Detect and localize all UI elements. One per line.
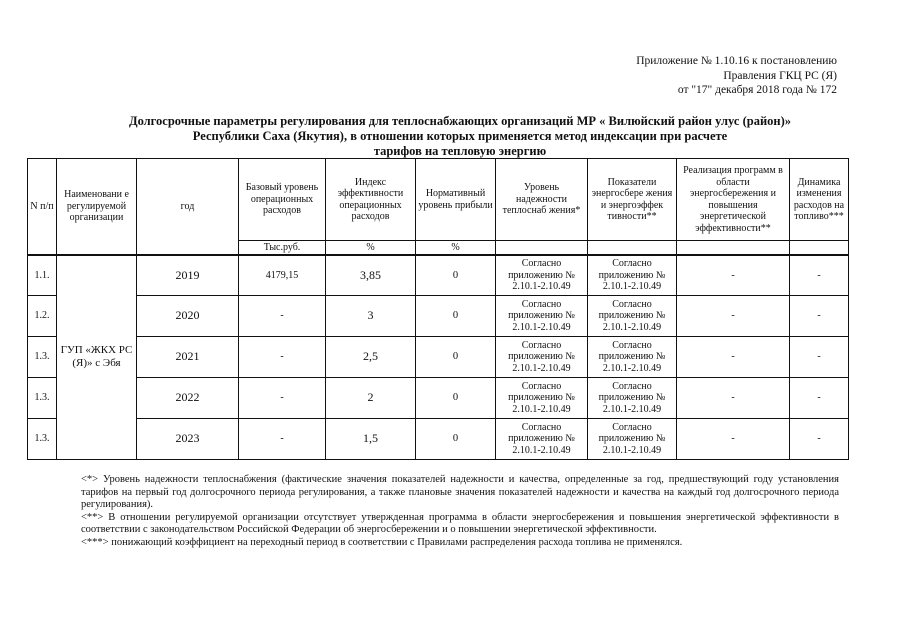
- row-programs: -: [677, 378, 790, 419]
- row-programs: -: [677, 296, 790, 337]
- table-row: [28, 378, 849, 419]
- row-year: 2021: [137, 337, 239, 378]
- title-line-3: тарифов на тепловую энергию: [373, 144, 547, 158]
- header-row: [28, 159, 849, 241]
- footnote-reliability: <*> Уровень надежности теплоснабжения (фактические значения показателей надежности и качества, определенные за год, предшествующий году установления тарифов на первый год долгосрочного периода регулирования, а также плановые значения показателей надежности и качества на каждый год долгосрочного периода регулирования).: [81, 474, 839, 510]
- row-energy: Согласно приложению № 2.10.1-2.10.49: [588, 337, 677, 378]
- col-header-reliability: Уровень надежности теплоснаб жения*: [496, 159, 588, 241]
- row-fuel: -: [790, 378, 849, 419]
- unit-programs: [677, 241, 790, 255]
- appendix-authority: Правления ГКЦ РС (Я): [723, 69, 837, 82]
- unit-profit: %: [416, 241, 496, 255]
- row-index: 2,5: [326, 337, 416, 378]
- row-year: 2020: [137, 296, 239, 337]
- row-base: -: [239, 378, 326, 419]
- footnotes: [81, 474, 839, 549]
- footnote-fuel: <***> понижающий коэффициент на переходный период в соответствии с Правилами распределения расхода топлива не применялся.: [81, 536, 683, 548]
- row-programs: -: [677, 255, 790, 296]
- row-fuel: -: [790, 419, 849, 460]
- table-row: [28, 337, 849, 378]
- col-header-org: Наименовани е регулируемой организации: [57, 159, 137, 255]
- title-line-2: Республики Саха (Якутия), в отношении которых применяется метод индексации при расчете: [192, 129, 728, 143]
- row-index: 3,85: [326, 255, 416, 296]
- row-profit: 0: [416, 296, 496, 337]
- parameters-table: [27, 158, 849, 460]
- row-energy: Согласно приложению № 2.10.1-2.10.49: [588, 255, 677, 296]
- footnote-energy-program: <**> В отношении регулируемой организации отсутствует утвержденная программа в области энергосбережения и повышения энергетической эффективности в соответствии с законодательством Российской Федерации об энергосбережении и о повышении энергетической эффективности.: [81, 511, 839, 535]
- row-num: 1.3.: [28, 419, 57, 460]
- row-num: 1.1.: [28, 255, 57, 296]
- row-num: 1.3.: [28, 337, 57, 378]
- col-header-energy: Показатели энергосбере жения и энергоэффек тивности**: [588, 159, 677, 241]
- row-base: -: [239, 296, 326, 337]
- table-row: [28, 296, 849, 337]
- org-name: ГУП «ЖКХ РС (Я)» с Эбя: [57, 255, 137, 460]
- row-profit: 0: [416, 419, 496, 460]
- row-year: 2022: [137, 378, 239, 419]
- row-reliability: Согласно приложению № 2.10.1-2.10.49: [496, 337, 588, 378]
- row-energy: Согласно приложению № 2.10.1-2.10.49: [588, 419, 677, 460]
- row-base: -: [239, 337, 326, 378]
- row-reliability: Согласно приложению № 2.10.1-2.10.49: [496, 378, 588, 419]
- row-num: 1.3.: [28, 378, 57, 419]
- col-header-fuel: Динамика изменения расходов на топливо***: [790, 159, 849, 241]
- table-row: [28, 419, 849, 460]
- row-index: 1,5: [326, 419, 416, 460]
- row-base: 4179,15: [239, 255, 326, 296]
- row-profit: 0: [416, 337, 496, 378]
- unit-base: Тыс.руб.: [239, 241, 326, 255]
- row-profit: 0: [416, 255, 496, 296]
- row-reliability: Согласно приложению № 2.10.1-2.10.49: [496, 296, 588, 337]
- row-reliability: Согласно приложению № 2.10.1-2.10.49: [496, 419, 588, 460]
- col-header-profit: Нормативный уровень прибыли: [416, 159, 496, 241]
- row-fuel: -: [790, 255, 849, 296]
- col-header-base: Базовый уровень операционных расходов: [239, 159, 326, 241]
- appendix-number: Приложение № 1.10.16 к постановлению: [636, 55, 837, 67]
- row-reliability: Согласно приложению № 2.10.1-2.10.49: [496, 255, 588, 296]
- row-energy: Согласно приложению № 2.10.1-2.10.49: [588, 378, 677, 419]
- unit-fuel: [790, 241, 849, 255]
- col-header-year: год: [137, 159, 239, 255]
- unit-index: %: [326, 241, 416, 255]
- appendix-date: от "17" декабря 2018 года № 172: [677, 84, 837, 96]
- col-header-index: Индекс эффективности операционных расходов: [326, 159, 416, 241]
- row-year: 2019: [137, 255, 239, 296]
- row-index: 3: [326, 296, 416, 337]
- row-energy: Согласно приложению № 2.10.1-2.10.49: [588, 296, 677, 337]
- row-index: 2: [326, 378, 416, 419]
- row-programs: -: [677, 419, 790, 460]
- row-fuel: -: [790, 296, 849, 337]
- table-row: [28, 255, 849, 296]
- appendix-header: [636, 54, 837, 98]
- row-base: -: [239, 419, 326, 460]
- row-fuel: -: [790, 337, 849, 378]
- unit-energy: [588, 241, 677, 255]
- unit-reliability: [496, 241, 588, 255]
- row-year: 2023: [137, 419, 239, 460]
- document-title: [60, 114, 860, 159]
- col-header-num: N п/п: [28, 159, 57, 255]
- row-programs: -: [677, 337, 790, 378]
- row-num: 1.2.: [28, 296, 57, 337]
- col-header-programs: Реализация программ в области энергосбережения и повышения энергетической эффективности**: [677, 159, 790, 241]
- row-profit: 0: [416, 378, 496, 419]
- title-line-1: Долгосрочные параметры регулирования для теплоснабжающих организаций МР « Вилюйский район улус (район)»: [128, 114, 792, 128]
